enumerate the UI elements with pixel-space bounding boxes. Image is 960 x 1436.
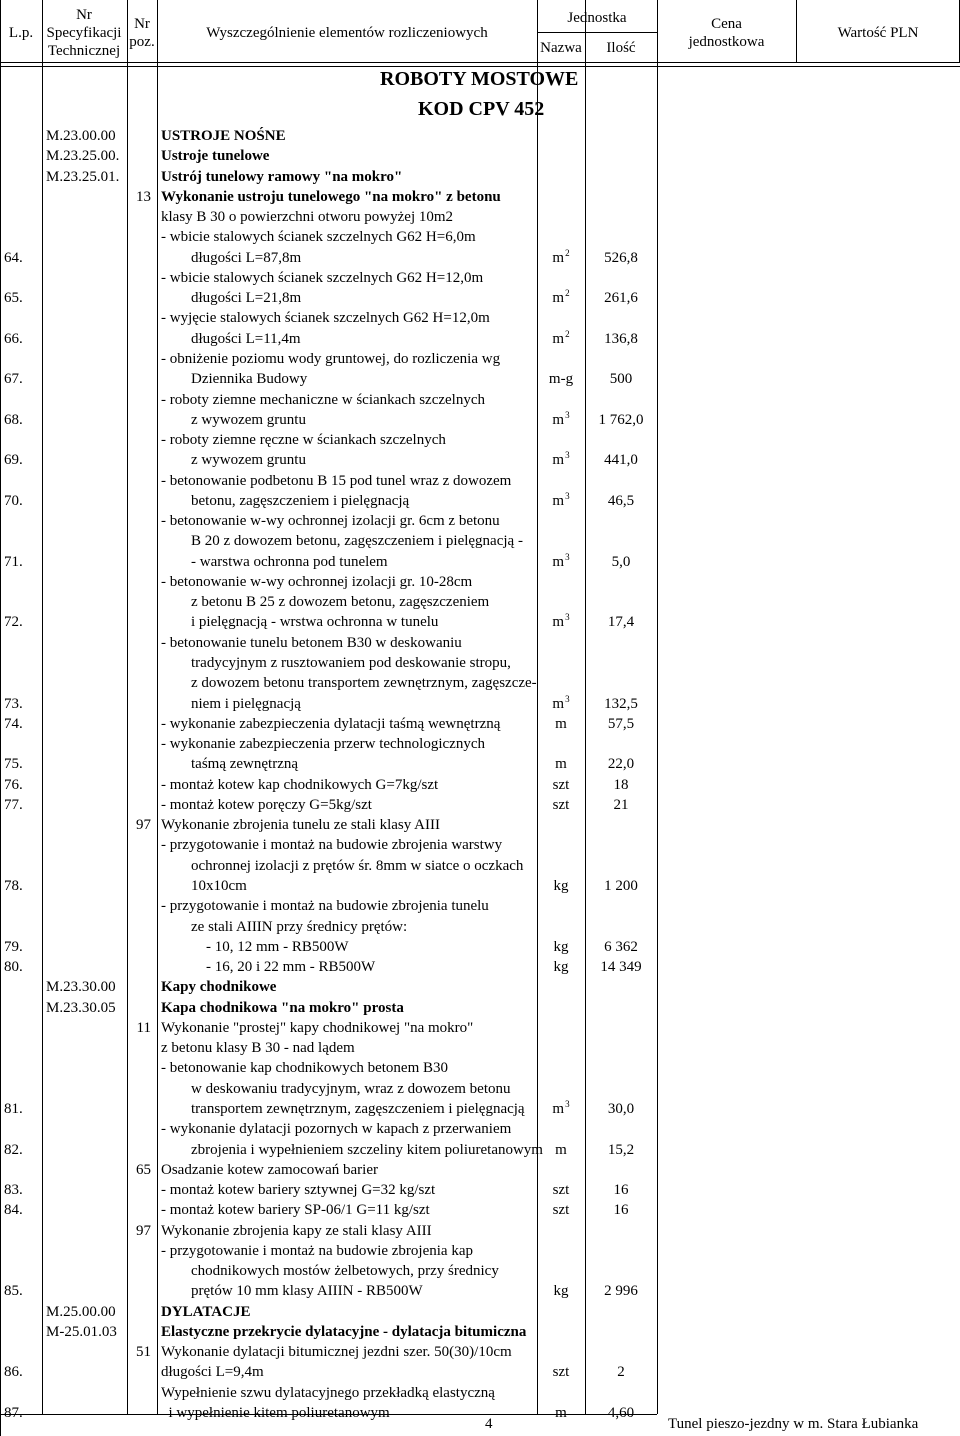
row-quantity: 526,8 <box>604 249 638 266</box>
row-quantity: 46,5 <box>607 492 635 509</box>
row-quantity: 2 996 <box>604 1283 638 1300</box>
row-quantity: 15,2 <box>607 1141 635 1158</box>
row-unit-name: m <box>555 715 567 732</box>
row-description: - wykonanie dylatacji pozornych w kapach z przerwaniem <box>161 1121 512 1138</box>
row-unit-name: m <box>555 756 567 773</box>
row-description: Wykonanie zbrojenia tunelu ze stali klasy AIII <box>161 817 441 834</box>
row-description: z betonu klasy B 30 - nad lądem <box>161 1040 355 1057</box>
row-description: z wywozem gruntu <box>161 452 306 469</box>
row-quantity: 1 762,0 <box>598 411 644 428</box>
row-unit-exponent: 2 <box>565 328 570 339</box>
row-unit <box>537 694 585 715</box>
header-double-line <box>0 66 960 67</box>
row-description: - 10, 12 mm - RB500W <box>161 938 349 955</box>
row-position: 65 <box>136 1161 151 1178</box>
header-value: Wartość PLN <box>837 25 919 41</box>
row-description: - montaż kotew bariery SP-06/1 G=11 kg/szt <box>161 1202 430 1219</box>
row-description: niem i pielęgnacją <box>161 695 301 712</box>
row-unit <box>537 876 585 896</box>
column-line <box>585 0 586 1414</box>
row-lp: 67. <box>4 371 23 388</box>
row-description: DYLATACJE <box>161 1303 251 1320</box>
row-unit <box>537 288 585 309</box>
row-spec-code: M.23.00.00 <box>46 128 116 144</box>
row-description: - wbicie stalowych ścianek szczelnych G62 H=6,0m <box>161 229 476 246</box>
row-unit <box>537 957 585 977</box>
row-description: i pielęgnacją - wrstwa ochronna w tunelu <box>161 614 439 631</box>
row-unit-exponent: 2 <box>565 288 570 299</box>
row-lp: 83. <box>4 1182 23 1199</box>
row-unit <box>537 1281 585 1301</box>
row-unit-name: szt <box>552 1364 570 1381</box>
row-unit <box>537 329 585 350</box>
row-spec-code: M-25.01.03 <box>46 1323 117 1340</box>
row-quantity: 4,60 <box>607 1405 635 1421</box>
row-quantity: 18 <box>613 776 629 793</box>
row-lp: 79. <box>4 938 23 955</box>
row-description: prętów 10 mm klasy AIIIN - RB500W <box>161 1283 423 1300</box>
row-unit <box>537 795 585 815</box>
row-lp: 68. <box>4 411 23 428</box>
row-description: ze stali AIIIN przy średnicy prętów: <box>161 918 408 935</box>
row-description: Wykonanie "prostej" kapy chodnikowej "na mokro" <box>161 1019 474 1036</box>
row-unit-exponent: 3 <box>565 612 570 623</box>
row-unit <box>537 552 585 573</box>
row-quantity: 16 <box>613 1182 629 1199</box>
row-unit-name: m <box>552 695 565 712</box>
row-quantity: 132,5 <box>604 695 638 712</box>
row-description: Elastyczne przekrycie dylatacyjne - dylatacja bitumiczna <box>161 1323 527 1340</box>
row-lp: 71. <box>4 553 23 570</box>
row-description: w deskowaniu tradycyjnym, wraz z dowozem betonu <box>161 1080 511 1097</box>
row-description: długości L=9,4m <box>161 1364 264 1381</box>
row-description: Wypełnienie szwu dylatacyjnego przekładką elastyczną <box>161 1384 495 1401</box>
row-lp: 84. <box>4 1202 23 1219</box>
row-description: - wykonanie zabezpieczenia dylatacji taśmą wewnętrzną <box>161 715 501 732</box>
row-unit <box>537 369 585 389</box>
row-description: taśmą zewnętrzną <box>161 756 299 773</box>
row-unit <box>537 1140 585 1160</box>
row-unit-exponent: 2 <box>565 247 570 258</box>
row-lp: 80. <box>4 959 23 976</box>
row-unit-name: szt <box>552 1182 570 1199</box>
row-description: Kapy chodnikowe <box>161 979 277 996</box>
header-unit-price: Cena jednostkowa <box>688 16 765 50</box>
table-bottom-line <box>0 1414 657 1415</box>
row-unit <box>537 1403 585 1423</box>
row-quantity: 441,0 <box>604 452 638 469</box>
row-unit-name: szt <box>552 1202 570 1219</box>
row-description: Dziennika Budowy <box>161 371 308 388</box>
row-unit-name: m <box>552 249 565 266</box>
row-description: - betonowanie tunelu betonem B30 w deskowaniu <box>161 634 462 651</box>
row-lp: 77. <box>4 796 23 813</box>
column-line <box>127 0 128 1414</box>
column-line <box>42 0 43 1414</box>
row-unit-name: m <box>552 411 565 428</box>
row-lp: 73. <box>4 695 23 712</box>
column-line <box>537 0 538 62</box>
row-description: i wypełnienie kitem poliuretanowym <box>161 1405 390 1421</box>
row-unit <box>537 450 585 471</box>
row-description: - obniżenie poziomu wody gruntowej, do rozliczenia wg <box>161 350 501 367</box>
header-lp: L.p. <box>8 25 34 41</box>
row-unit-exponent: 3 <box>565 1098 570 1109</box>
row-unit-name: kg <box>553 938 569 955</box>
header-poz: Nr poz. <box>129 16 155 50</box>
row-description: - roboty ziemne ręczne w ściankach szczelnych <box>161 432 446 449</box>
row-description: - roboty ziemne mechaniczne w ściankach szczelnych <box>161 391 486 408</box>
row-unit <box>537 1362 585 1382</box>
row-quantity: 17,4 <box>607 614 635 631</box>
row-quantity: 16 <box>613 1202 629 1219</box>
row-description: z dowozem betonu transportem zewnętrznym, zagęszcze- <box>161 675 537 692</box>
row-unit-name: m <box>555 1405 567 1421</box>
row-description: długości L=87,8m <box>161 249 302 266</box>
row-unit <box>537 1200 585 1220</box>
row-description: - przygotowanie i montaż na budowie zbrojenia kap <box>161 1242 473 1259</box>
row-unit-name: kg <box>553 1283 569 1300</box>
header-unit-name: Nazwa <box>540 40 582 56</box>
row-unit-name: m <box>552 290 565 307</box>
row-unit-name: szt <box>552 796 570 813</box>
row-unit-name: m <box>552 330 565 347</box>
row-description: ochronnej izolacji z prętów śr. 8mm w siatce o oczkach <box>161 857 524 874</box>
row-unit-exponent: 3 <box>565 693 570 704</box>
row-description: Kapa chodnikowa "na mokro" prosta <box>161 999 404 1016</box>
row-description: - betonowanie podbetonu B 15 pod tunel wraz z dowozem <box>161 472 512 489</box>
row-position: 51 <box>136 1344 151 1361</box>
row-unit-name: m <box>552 452 565 469</box>
row-description: - wyjęcie stalowych ścianek szczelnych G62 H=12,0m <box>161 310 490 327</box>
row-spec-code: M.23.30.05 <box>46 999 116 1016</box>
row-unit-name: m <box>552 553 565 570</box>
column-line <box>537 0 538 1414</box>
row-quantity: 57,5 <box>607 715 635 732</box>
row-unit-name: m <box>555 1141 567 1158</box>
row-description: betonu, zagęszczeniem i pielęgnacją <box>161 492 410 509</box>
row-lp: 82. <box>4 1141 23 1158</box>
row-lp: 81. <box>4 1100 23 1117</box>
row-quantity: 22,0 <box>607 756 635 773</box>
row-description: - wykonanie zabezpieczenia przerw technologicznych <box>161 736 485 753</box>
row-description: Wykonanie zbrojenia kapy ze stali klasy AIII <box>161 1222 432 1239</box>
row-lp: 70. <box>4 492 23 509</box>
row-description: tradycyjnym z rusztowaniem pod deskowanie stropu, <box>161 655 511 672</box>
row-quantity: 500 <box>609 371 633 388</box>
header-bottom-line <box>0 62 960 63</box>
row-unit-name: m <box>552 492 565 509</box>
row-unit-exponent: 3 <box>565 551 570 562</box>
row-description: Ustroje tunelowe <box>161 148 270 165</box>
row-spec-code: M.25.00.00 <box>46 1303 116 1320</box>
row-unit <box>537 410 585 431</box>
unit-header-line <box>537 32 657 33</box>
row-unit-name: kg <box>553 959 569 976</box>
row-description: - montaż kotew kap chodnikowych G=7kg/szt <box>161 776 439 793</box>
header-unit-qty: Ilość <box>606 40 636 56</box>
row-lp: 65. <box>4 290 23 307</box>
row-unit-exponent: 3 <box>565 409 570 420</box>
row-unit-exponent: 3 <box>565 450 570 461</box>
column-line <box>0 0 1 1436</box>
row-lp: 85. <box>4 1283 23 1300</box>
row-lp: 76. <box>4 776 23 793</box>
row-unit <box>537 775 585 795</box>
row-unit-name: m <box>552 1100 565 1117</box>
row-unit-name: kg <box>553 877 569 894</box>
row-description: z wywozem gruntu <box>161 411 306 428</box>
row-lp: 74. <box>4 715 23 732</box>
row-description: Wykonanie ustroju tunelowego "na mokro" z betonu <box>161 188 501 205</box>
row-unit-name: m-g <box>548 371 574 388</box>
row-lp: 78. <box>4 877 23 894</box>
row-description: zbrojenia i wypełnieniem szczeliny kitem poliuretanowym <box>161 1141 543 1158</box>
row-description: USTROJE NOŚNE <box>161 128 286 144</box>
row-quantity: 14 349 <box>600 959 642 976</box>
row-description: - warstwa ochronna pod tunelem <box>161 553 388 570</box>
row-lp: 72. <box>4 614 23 631</box>
row-description: - montaż kotew poręczy G=5kg/szt <box>161 796 372 813</box>
row-unit <box>537 754 585 774</box>
row-unit-exponent: 3 <box>565 490 570 501</box>
row-unit-name: m <box>552 614 565 631</box>
row-lp: 86. <box>4 1364 23 1381</box>
row-quantity: 261,6 <box>604 290 638 307</box>
column-line <box>796 0 797 62</box>
row-unit <box>537 1099 585 1120</box>
row-unit <box>537 491 585 512</box>
row-description: B 20 z dowozem betonu, zagęszczeniem i pielęgnacją - <box>161 533 523 550</box>
row-lp: 87. <box>4 1405 23 1421</box>
row-description: - przygotowanie i montaż na budowie zbrojenia tunelu <box>161 898 489 915</box>
header-description: Wyszczególnienie elementów rozliczeniowych <box>206 25 488 41</box>
row-description: - betonowanie w-wy ochronnej izolacji gr. 6cm z betonu <box>161 513 500 530</box>
row-description: długości L=11,4m <box>161 330 301 347</box>
row-position: 11 <box>136 1019 151 1036</box>
column-line <box>157 0 158 1414</box>
cpv-code: KOD CPV 452 <box>418 98 545 120</box>
row-spec-code: M.23.25.01. <box>46 168 120 185</box>
row-description: transportem zewnętrznym, zagęszczeniem i pielęgnacją <box>161 1100 525 1117</box>
row-lp: 69. <box>4 452 23 469</box>
row-description: z betonu B 25 z dowozem betonu, zagęszczeniem <box>161 594 490 611</box>
row-quantity: 5,0 <box>611 553 631 570</box>
row-lp: 64. <box>4 249 23 266</box>
row-description: klasy B 30 o powierzchni otworu powyżej 10m2 <box>161 209 454 226</box>
header-unit: Jednostka <box>567 10 627 26</box>
header-spec: Nr Specyfikacji Technicznej <box>46 7 122 59</box>
row-quantity: 136,8 <box>604 330 638 347</box>
row-description: - przygotowanie i montaż na budowie zbrojenia warstwy <box>161 837 503 854</box>
row-quantity: 21 <box>613 796 629 813</box>
row-description: chodnikowych mostów żelbetowych, przy średnicy <box>161 1263 499 1280</box>
row-description: 10x10cm <box>161 877 247 894</box>
row-description: - 16, 20 i 22 mm - RB500W <box>161 959 376 976</box>
row-unit <box>537 1180 585 1200</box>
document-footer-title: Tunel pieszo-jezdny w m. Stara Łubianka <box>668 1416 919 1432</box>
row-position: 97 <box>136 1222 151 1239</box>
row-description: - wbicie stalowych ścianek szczelnych G62 H=12,0m <box>161 269 484 286</box>
row-unit <box>537 714 585 734</box>
row-description: - betonowanie w-wy ochronnej izolacji gr. 10-28cm <box>161 573 473 590</box>
row-position: 13 <box>136 188 151 205</box>
column-line <box>657 0 658 1414</box>
row-lp: 66. <box>4 330 23 347</box>
row-lp: 75. <box>4 756 23 773</box>
row-unit <box>537 937 585 957</box>
row-description: Ustrój tunelowy ramowy "na mokro" <box>161 168 403 185</box>
row-quantity: 1 200 <box>604 877 638 894</box>
row-quantity: 6 362 <box>604 938 638 955</box>
row-spec-code: M.23.25.00. <box>46 148 120 165</box>
section-title: ROBOTY MOSTOWE <box>380 68 579 90</box>
row-quantity: 30,0 <box>607 1100 635 1117</box>
row-description: Osadzanie kotew zamocowań barier <box>161 1161 378 1178</box>
row-unit <box>537 248 585 269</box>
row-description: Wykonanie dylatacji bitumicznej jezdni szer. 50(30)/10cm <box>161 1344 512 1361</box>
row-unit <box>537 612 585 633</box>
row-description: - betonowanie kap chodnikowych betonem B30 <box>161 1060 449 1077</box>
row-description: - montaż kotew bariery sztywnej G=32 kg/szt <box>161 1182 436 1199</box>
page-number: 4 <box>485 1416 493 1432</box>
row-position: 97 <box>136 817 151 834</box>
row-quantity: 2 <box>617 1364 625 1381</box>
row-spec-code: M.23.30.00 <box>46 979 116 996</box>
row-description: długości L=21,8m <box>161 290 302 307</box>
row-unit-name: szt <box>552 776 570 793</box>
